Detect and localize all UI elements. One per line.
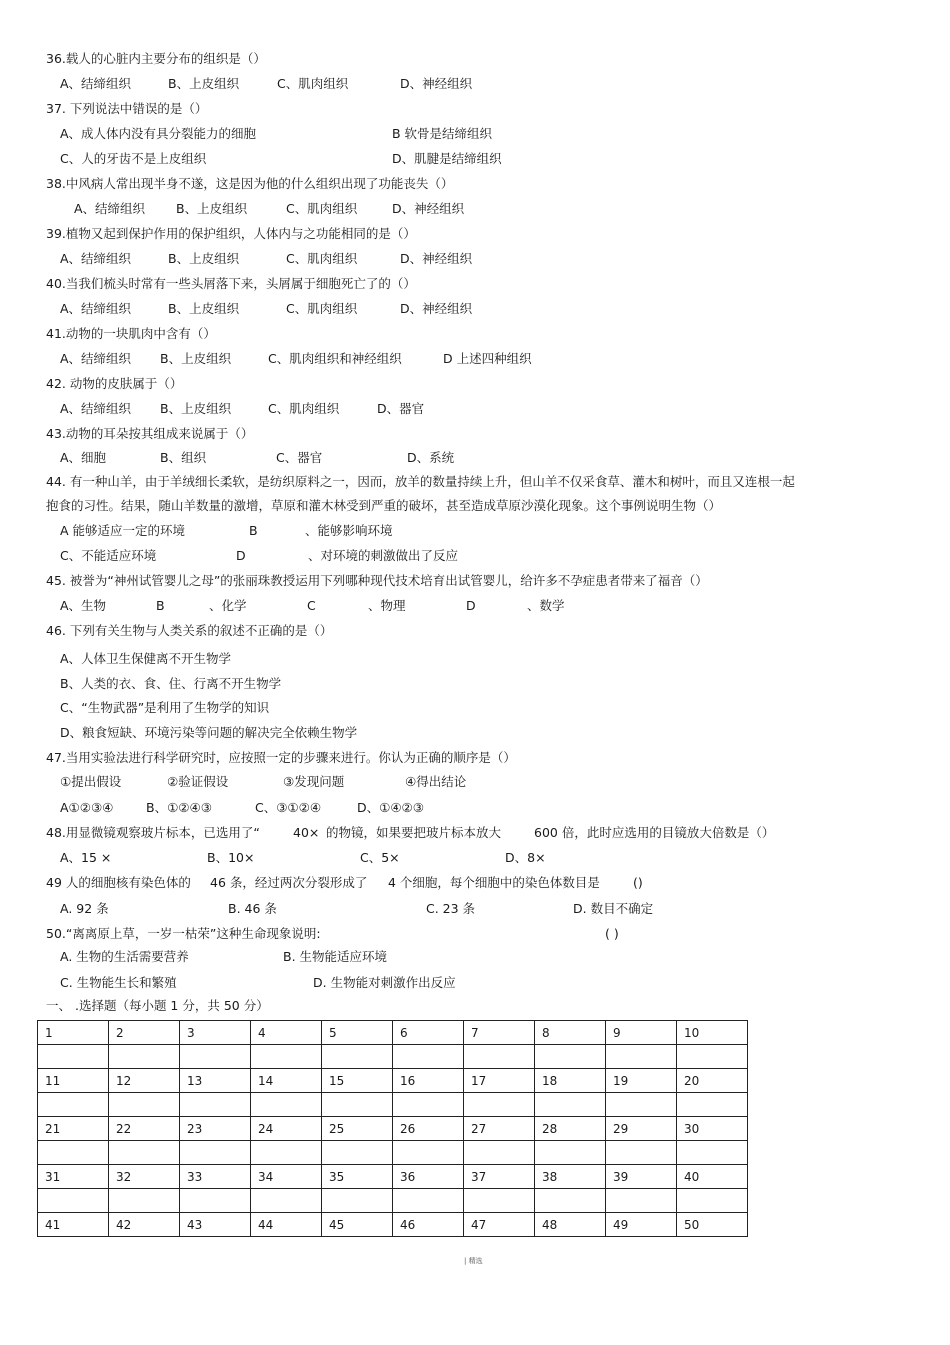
answer-grid-blank-row	[38, 1093, 748, 1117]
q49-option-b: B. 46 条	[228, 901, 277, 916]
question-41-stem: 41.动物的一块肌肉中含有（）	[46, 326, 216, 341]
question-number-cell: 9	[606, 1021, 677, 1045]
question-44-stem: 44. 有一种山羊，由于羊绒细长柔软，是纺织原料之一，因而，放羊的数量持续上升，但山羊不仅采食草、灌木和树叶，而且又连根一起	[46, 474, 795, 489]
question-number-cell: 47	[464, 1213, 535, 1237]
question-number-cell: 42	[109, 1213, 180, 1237]
q41-option-a: A、结缔组织	[60, 351, 132, 366]
q46-option-c: C、“生物武器”是利用了生物学的知识	[60, 700, 270, 715]
answer-blank-cell[interactable]	[251, 1045, 322, 1069]
q37-option-c: C、人的牙齿不是上皮组织	[60, 151, 207, 166]
q45-option-c-letter: C	[307, 598, 316, 613]
answer-blank-cell[interactable]	[109, 1141, 180, 1165]
q36-option-b: B、上皮组织	[168, 76, 240, 91]
question-number-cell: 12	[109, 1069, 180, 1093]
question-number-cell: 18	[535, 1069, 606, 1093]
answer-blank-cell[interactable]	[251, 1141, 322, 1165]
question-number-cell: 45	[322, 1213, 393, 1237]
question-number-cell: 16	[393, 1069, 464, 1093]
q41-option-c: C、肌肉组织和神经组织	[268, 351, 402, 366]
answer-blank-cell[interactable]	[464, 1141, 535, 1165]
q42-option-b: B、上皮组织	[160, 401, 232, 416]
answer-grid-blank-row	[38, 1045, 748, 1069]
answer-blank-cell[interactable]	[535, 1189, 606, 1213]
q49-option-d: D. 数目不确定	[573, 901, 654, 916]
question-number-cell: 36	[393, 1165, 464, 1189]
answer-blank-cell[interactable]	[606, 1189, 677, 1213]
q50-option-d: D. 生物能对刺激作出反应	[313, 975, 456, 990]
answer-blank-cell[interactable]	[180, 1045, 251, 1069]
answer-blank-cell[interactable]	[251, 1189, 322, 1213]
question-number-cell: 48	[535, 1213, 606, 1237]
answer-blank-cell[interactable]	[677, 1141, 748, 1165]
question-number-cell: 33	[180, 1165, 251, 1189]
question-number-cell: 26	[393, 1117, 464, 1141]
q39-option-b: B、上皮组织	[168, 251, 240, 266]
question-number-cell: 43	[180, 1213, 251, 1237]
question-number-cell: 49	[606, 1213, 677, 1237]
q49-option-a: A. 92 条	[60, 901, 109, 916]
question-number-cell: 21	[38, 1117, 109, 1141]
question-number-cell: 35	[322, 1165, 393, 1189]
q38-option-d: D、神经组织	[392, 201, 465, 216]
answer-blank-cell[interactable]	[38, 1189, 109, 1213]
answer-grid-number-row	[38, 1069, 748, 1093]
question-50-answer-blank: ( )	[605, 926, 619, 941]
question-number-cell: 6	[393, 1021, 464, 1045]
question-44-stem-line2: 抱食的习性。结果，随山羊数量的激增，草原和灌木林受到严重的破坏，甚至造成草原沙漠化现象。这个事例说明生物（）	[46, 498, 722, 513]
q43-option-b: B、组织	[160, 450, 207, 465]
q45-option-b: 、化学	[209, 598, 247, 613]
q42-option-c: C、肌肉组织	[268, 401, 340, 416]
q48-option-a: A、15 ×	[60, 850, 112, 865]
answer-blank-cell[interactable]	[535, 1141, 606, 1165]
q47-step-2: ②验证假设	[167, 774, 229, 789]
question-number-cell: 30	[677, 1117, 748, 1141]
answer-blank-cell[interactable]	[677, 1189, 748, 1213]
answer-blank-cell[interactable]	[464, 1045, 535, 1069]
answer-blank-cell[interactable]	[38, 1045, 109, 1069]
q39-option-c: C、肌肉组织	[286, 251, 358, 266]
question-48-stem: 48.用显微镜观察玻片标本，已选用了“	[46, 825, 260, 840]
q44-option-b-letter: B	[249, 523, 258, 538]
question-number-cell: 37	[464, 1165, 535, 1189]
answer-grid-number-row	[38, 1117, 748, 1141]
q44-option-c: C、不能适应环境	[60, 548, 157, 563]
q49-option-c: C. 23 条	[426, 901, 476, 916]
question-46-stem: 46. 下列有关生物与人类关系的叙述不正确的是（）	[46, 623, 333, 638]
answer-blank-cell[interactable]	[606, 1045, 677, 1069]
question-number-cell: 32	[109, 1165, 180, 1189]
answer-blank-cell[interactable]	[109, 1093, 180, 1117]
question-number-cell: 25	[322, 1117, 393, 1141]
question-number-cell: 28	[535, 1117, 606, 1141]
q48-option-d: D、8×	[505, 850, 546, 865]
q42-option-a: A、结缔组织	[60, 401, 132, 416]
question-49-stem-d: ()	[633, 875, 643, 890]
answer-blank-cell[interactable]	[322, 1189, 393, 1213]
q36-option-a: A、结缔组织	[60, 76, 132, 91]
q45-option-d: 、数学	[527, 598, 565, 613]
q37-option-a: A、成人体内没有具分裂能力的细胞	[60, 126, 257, 141]
answer-blank-cell[interactable]	[535, 1045, 606, 1069]
question-number-cell: 38	[535, 1165, 606, 1189]
q40-option-d: D、神经组织	[400, 301, 473, 316]
question-48-stem-c: 的物镜，如果要把玻片标本放大	[326, 825, 502, 840]
question-number-cell: 40	[677, 1165, 748, 1189]
question-number-cell: 3	[180, 1021, 251, 1045]
question-number-cell: 34	[251, 1165, 322, 1189]
question-number-cell: 7	[464, 1021, 535, 1045]
answer-blank-cell[interactable]	[393, 1141, 464, 1165]
answer-blank-cell[interactable]	[322, 1141, 393, 1165]
answer-blank-cell[interactable]	[109, 1189, 180, 1213]
answer-blank-cell[interactable]	[677, 1093, 748, 1117]
q47-option-a: A①②③④	[60, 800, 114, 815]
q47-step-3: ③发现问题	[283, 774, 345, 789]
question-number-cell: 2	[109, 1021, 180, 1045]
q39-option-a: A、结缔组织	[60, 251, 132, 266]
answer-blank-cell[interactable]	[251, 1093, 322, 1117]
question-43-stem: 43.动物的耳朵按其组成来说属于（）	[46, 426, 254, 441]
q45-option-c: 、物理	[368, 598, 406, 613]
question-number-cell: 14	[251, 1069, 322, 1093]
question-37-stem: 37. 下列说法中错误的是（）	[46, 101, 208, 116]
q47-option-d: D、①④②③	[357, 800, 424, 815]
q43-option-c: C、器官	[276, 450, 323, 465]
answer-blank-cell[interactable]	[606, 1093, 677, 1117]
question-number-cell: 27	[464, 1117, 535, 1141]
q46-option-d: D、粮食短缺、环境污染等问题的解决完全依赖生物学	[60, 725, 358, 740]
q42-option-d: D、器官	[377, 401, 425, 416]
q50-option-c: C. 生物能生长和繁殖	[60, 975, 177, 990]
question-39-stem: 39.植物又起到保护作用的保护组织，人体内与之功能相同的是（）	[46, 226, 416, 241]
q47-option-c: C、③①②④	[255, 800, 322, 815]
answer-blank-cell[interactable]	[322, 1045, 393, 1069]
q44-option-d: 、对环境的刺激做出了反应	[308, 548, 459, 563]
question-number-cell: 23	[180, 1117, 251, 1141]
answer-blank-cell[interactable]	[464, 1093, 535, 1117]
q45-option-d-letter: D	[466, 598, 476, 613]
q40-option-a: A、结缔组织	[60, 301, 132, 316]
question-number-cell: 1	[38, 1021, 109, 1045]
answer-blank-cell[interactable]	[606, 1141, 677, 1165]
question-number-cell: 50	[677, 1213, 748, 1237]
answer-blank-cell[interactable]	[322, 1093, 393, 1117]
answer-blank-cell[interactable]	[180, 1093, 251, 1117]
question-47-stem: 47.当用实验法进行科学研究时，应按照一定的步骤来进行。你认为正确的顺序是（）	[46, 750, 516, 765]
question-number-cell: 24	[251, 1117, 322, 1141]
question-number-cell: 39	[606, 1165, 677, 1189]
question-36-stem: 36.载人的心脏内主要分布的组织是（）	[46, 51, 266, 66]
q38-option-b: B、上皮组织	[176, 201, 248, 216]
question-number-cell: 44	[251, 1213, 322, 1237]
q46-option-b: B、人类的衣、食、住、行离不开生物学	[60, 676, 282, 691]
question-48-stem-d: 600 倍，此时应选用的目镜放大倍数是（）	[534, 825, 775, 840]
q36-option-d: D、神经组织	[400, 76, 473, 91]
answer-grid-blank-row	[38, 1189, 748, 1213]
q38-option-c: C、肌肉组织	[286, 201, 358, 216]
answer-blank-cell[interactable]	[393, 1189, 464, 1213]
answer-blank-cell[interactable]	[535, 1093, 606, 1117]
q43-option-d: D、系统	[407, 450, 455, 465]
q44-option-a: A 能够适应一定的环境	[60, 523, 186, 538]
q50-option-a: A. 生物的生活需要营养	[60, 949, 189, 964]
q38-option-a: A、结缔组织	[74, 201, 146, 216]
question-number-cell: 15	[322, 1069, 393, 1093]
question-number-cell: 10	[677, 1021, 748, 1045]
question-50-stem: 50.“离离原上草，一岁一枯荣”这种生命现象说明:	[46, 926, 321, 941]
answer-blank-cell[interactable]	[393, 1093, 464, 1117]
answer-grid-blank-row	[38, 1141, 748, 1165]
question-49-stem-c: 4 个细胞，每个细胞中的染色体数目是	[388, 875, 600, 890]
answer-grid-number-row	[38, 1213, 748, 1237]
answer-grid-number-row	[38, 1021, 748, 1045]
question-number-cell: 19	[606, 1069, 677, 1093]
q36-option-c: C、肌肉组织	[277, 76, 349, 91]
answer-blank-cell[interactable]	[180, 1141, 251, 1165]
answer-blank-cell[interactable]	[393, 1045, 464, 1069]
question-number-cell: 29	[606, 1117, 677, 1141]
q40-option-c: C、肌肉组织	[286, 301, 358, 316]
question-number-cell: 31	[38, 1165, 109, 1189]
answer-blank-cell[interactable]	[677, 1045, 748, 1069]
q45-option-a: A、生物	[60, 598, 107, 613]
answer-blank-cell[interactable]	[109, 1045, 180, 1069]
q41-option-b: B、上皮组织	[160, 351, 232, 366]
answer-section-title: 一、 .选择题（每小题 1 分，共 50 分）	[46, 998, 269, 1013]
question-number-cell: 5	[322, 1021, 393, 1045]
question-number-cell: 11	[38, 1069, 109, 1093]
q44-option-d-letter: D	[236, 548, 246, 563]
answer-grid-number-row	[38, 1165, 748, 1189]
q43-option-a: A、细胞	[60, 450, 107, 465]
question-38-stem: 38.中风病人常出现半身不遂，这是因为他的什么组织出现了功能丧失（）	[46, 176, 454, 191]
question-number-cell: 17	[464, 1069, 535, 1093]
question-number-cell: 4	[251, 1021, 322, 1045]
question-number-cell: 41	[38, 1213, 109, 1237]
q40-option-b: B、上皮组织	[168, 301, 240, 316]
q47-step-1: ①提出假设	[60, 774, 122, 789]
answer-blank-cell[interactable]	[38, 1141, 109, 1165]
q39-option-d: D、神经组织	[400, 251, 473, 266]
q41-option-d: D 上述四种组织	[443, 351, 532, 366]
q50-option-b: B. 生物能适应环境	[283, 949, 388, 964]
answer-blank-cell[interactable]	[38, 1093, 109, 1117]
question-49-stem-b: 46 条，经过两次分裂形成了	[210, 875, 368, 890]
question-40-stem: 40.当我们梳头时常有一些头屑落下来，头屑属于细胞死亡了的（）	[46, 276, 416, 291]
question-42-stem: 42. 动物的皮肤属于（）	[46, 376, 183, 391]
question-49-stem: 49 人的细胞核有染色体的	[46, 875, 191, 890]
question-48-stem-b: 40×	[293, 825, 320, 840]
q37-option-b: B 软骨是结缔组织	[392, 126, 493, 141]
question-number-cell: 46	[393, 1213, 464, 1237]
question-45-stem: 45. 被誉为“神州试管婴儿之母”的张丽珠教授运用下列哪种现代技术培育出试管婴儿，给许多不孕症患者带来了福音（）	[46, 573, 708, 588]
q45-option-b-letter: B	[156, 598, 165, 613]
question-number-cell: 20	[677, 1069, 748, 1093]
q37-option-d: D、肌腱是结缔组织	[392, 151, 502, 166]
question-number-cell: 22	[109, 1117, 180, 1141]
answer-blank-cell[interactable]	[180, 1189, 251, 1213]
q47-step-4: ④得出结论	[405, 774, 467, 789]
q47-option-b: B、①②④③	[146, 800, 212, 815]
page-footer: | 精选	[464, 1257, 483, 1265]
q48-option-c: C、5×	[360, 850, 400, 865]
answer-grid	[37, 1020, 748, 1237]
question-number-cell: 13	[180, 1069, 251, 1093]
answer-blank-cell[interactable]	[464, 1189, 535, 1213]
question-number-cell: 8	[535, 1021, 606, 1045]
q44-option-b: 、能够影响环境	[305, 523, 393, 538]
q48-option-b: B、10×	[207, 850, 255, 865]
q46-option-a: A、人体卫生保健离不开生物学	[60, 651, 232, 666]
